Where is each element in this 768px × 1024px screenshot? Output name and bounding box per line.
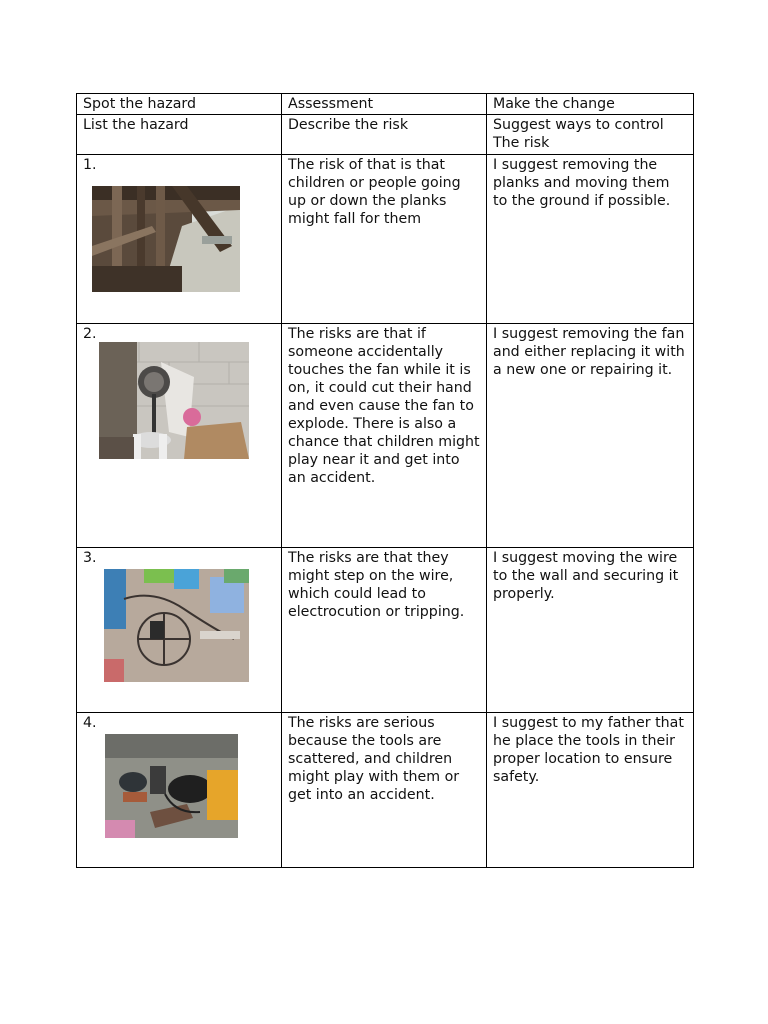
subheader-control-the-risk [487,115,694,155]
hazard-photo-fan [99,342,275,459]
risk-description: The risks are serious because the tools are scattered, and children might play with them or get into an accident. [288,715,460,803]
hazard-cell [77,713,282,868]
subheader-label: List the hazard [83,117,189,133]
header-label: Spot the hazard [83,96,196,112]
hazard-photo-planks [92,186,275,292]
risk-description: The risks are that if someone accidentally touches the fan while it is on, it could cut their hand and even cause the fan to explode. There is also a chance that children might play near it and get into an accident. [288,326,480,486]
header-label: Assessment [288,96,374,112]
control-cell [487,324,694,548]
risk-description: The risks are that they might step on the wire, which could lead to electrocution or tripping. [288,550,465,620]
header-label: Make the change [493,96,615,112]
hazard-cell [77,155,282,324]
risk-cell [282,713,487,868]
subheader-describe-the-risk [282,115,487,155]
subheader-list-the-hazard [77,115,282,155]
control-suggestion: I suggest removing the fan and either replacing it with a new one or repairing it. [493,326,685,378]
table-row [77,324,694,548]
subheader-label: Suggest ways to control The risk [493,117,664,151]
control-suggestion: I suggest moving the wire to the wall and securing it properly. [493,550,679,602]
hazard-number: 1. [83,157,97,173]
control-cell [487,713,694,868]
hazard-assessment-table [76,93,694,868]
header-spot-the-hazard [77,94,282,115]
hazard-cell [77,324,282,548]
table-header-row [77,94,694,115]
table-row [77,548,694,713]
risk-description: The risk of that is that children or people going up or down the planks might fall for them [288,157,461,227]
header-assessment [282,94,487,115]
risk-cell [282,324,487,548]
table-row [77,713,694,868]
hazard-photo-wire [104,569,275,682]
hazard-number: 4. [83,715,97,731]
control-cell [487,155,694,324]
control-suggestion: I suggest removing the planks and moving them to the ground if possible. [493,157,671,209]
subheader-label: Describe the risk [288,117,409,133]
risk-cell [282,548,487,713]
hazard-number: 2. [83,326,97,342]
header-make-the-change [487,94,694,115]
table-row [77,155,694,324]
hazard-number: 3. [83,550,97,566]
hazard-cell [77,548,282,713]
control-cell [487,548,694,713]
hazard-photo-tools [105,734,275,838]
risk-cell [282,155,487,324]
control-suggestion: I suggest to my father that he place the tools in their proper location to ensure safety. [493,715,684,785]
table-subheader-row [77,115,694,155]
